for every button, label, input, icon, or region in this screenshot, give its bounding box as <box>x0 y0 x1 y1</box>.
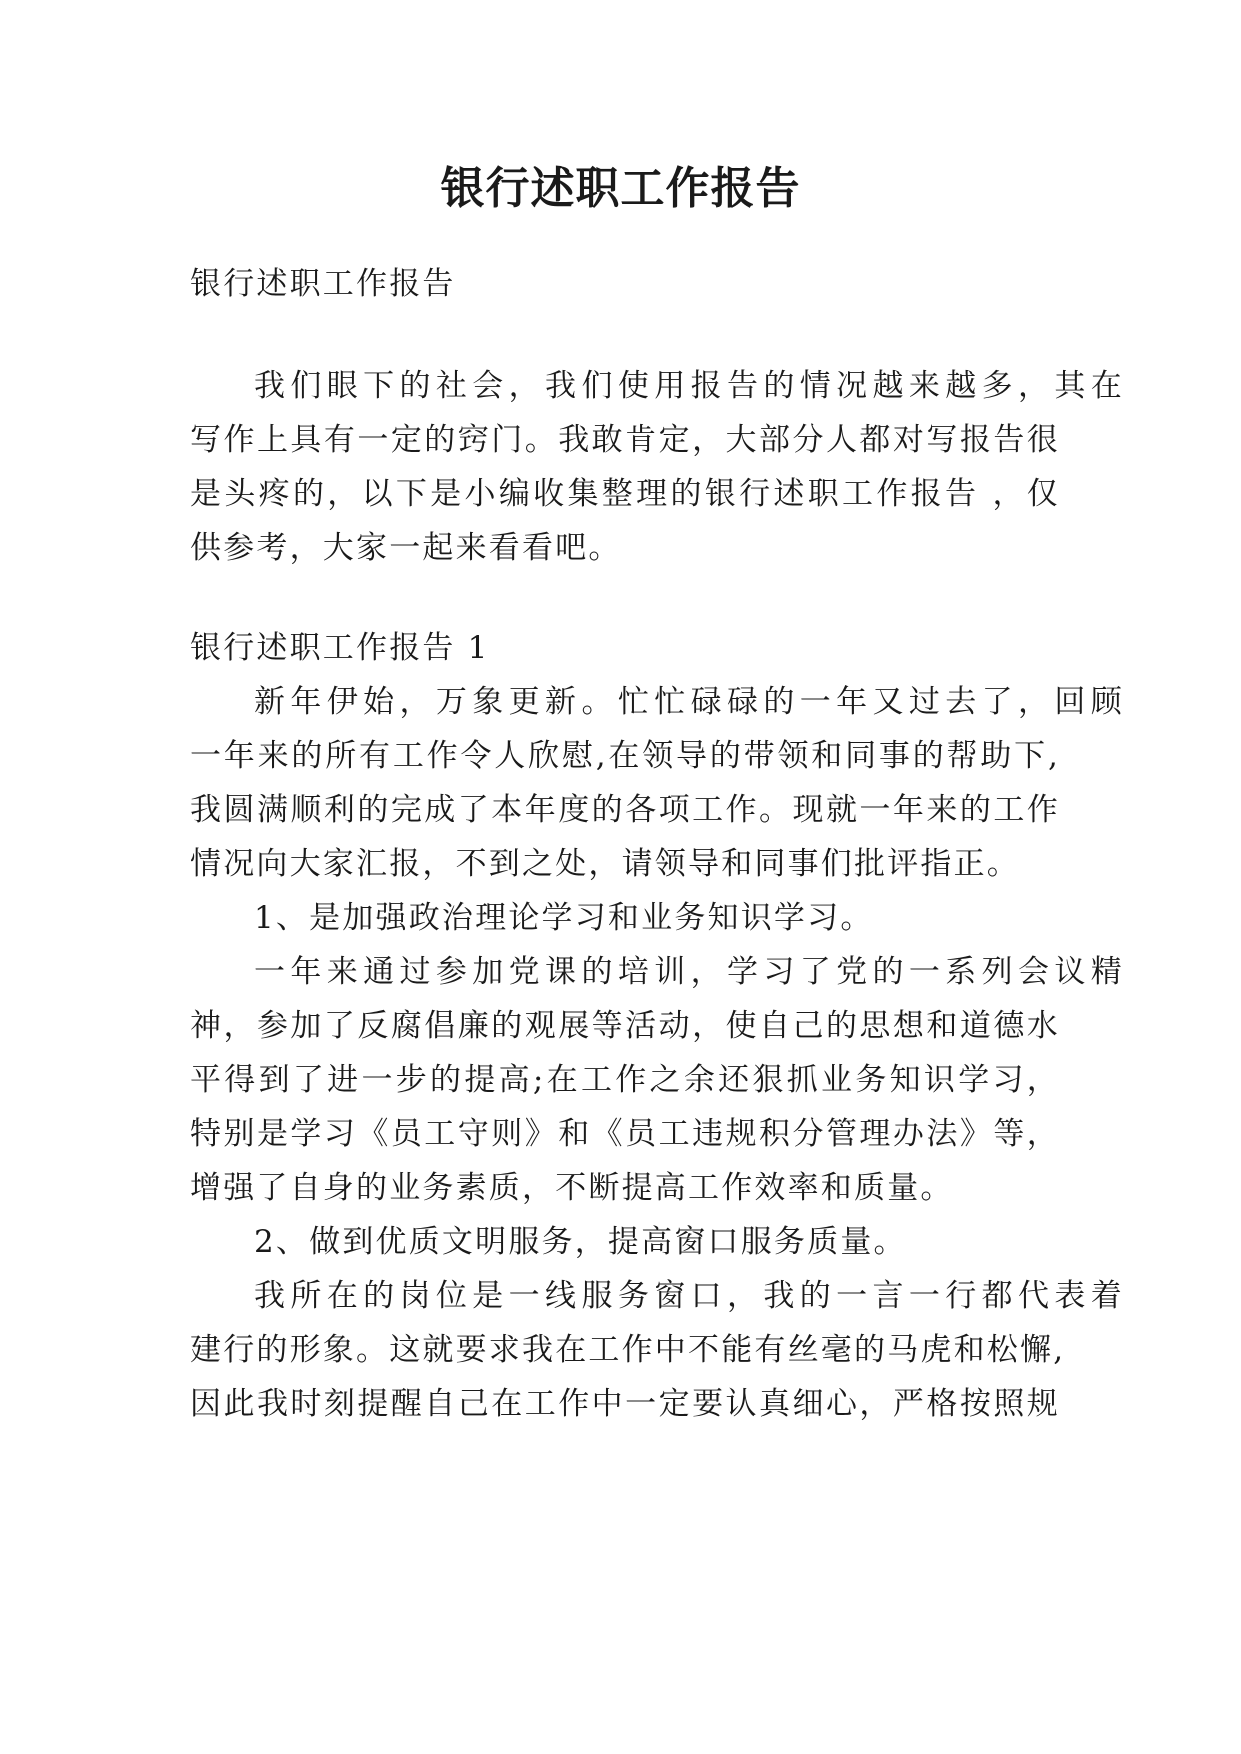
section-heading: 银行述职工作报告 1 <box>190 630 490 666</box>
numbered-point: 2、做到优质文明服务，提高窗口服务质量。 <box>254 1224 907 1260</box>
document-title: 银行述职工作报告 <box>440 163 801 214</box>
body-line: 建行的形象。这就要求我在工作中不能有丝毫的马虎和松懈, <box>190 1332 1066 1368</box>
body-line: 因此我时刻提醒自己在工作中一定要认真细心，严格按照规 <box>190 1386 1060 1422</box>
intro-line: 供参考，大家一起来看看吧。 <box>190 530 622 566</box>
body-line: 新年伊始，万象更新。忙忙碌碌的一年又过去了，回顾 <box>254 684 1124 720</box>
body-line: 我圆满顺利的完成了本年度的各项工作。现就一年来的工作 <box>190 792 1060 828</box>
body-line: 平得到了进一步的提高;在工作之余还狠抓业务知识学习， <box>190 1062 1060 1098</box>
body-line: 一年来通过参加党课的培训，学习了党的一系列会议精 <box>254 954 1124 990</box>
body-line: 情况向大家汇报，不到之处，请领导和同事们批评指正。 <box>190 846 1020 882</box>
intro-line: 是头疼的，以下是小编收集整理的银行述职工作报告 ，仅 <box>190 476 1060 512</box>
intro-line: 写作上具有一定的窍门。我敢肯定，大部分人都对写报告很 <box>190 422 1060 458</box>
body-line: 神，参加了反腐倡廉的观展等活动，使自己的思想和道德水 <box>190 1008 1060 1044</box>
document-subtitle: 银行述职工作报告 <box>190 266 456 302</box>
body-line: 一年来的所有工作令人欣慰,在领导的带领和同事的帮助下, <box>190 738 1060 774</box>
body-line: 增强了自身的业务素质，不断提高工作效率和质量。 <box>190 1170 954 1206</box>
body-line: 特别是学习《员工守则》和《员工违规积分管理办法》等， <box>190 1116 1060 1152</box>
numbered-point: 1、是加强政治理论学习和业务知识学习。 <box>254 900 874 936</box>
intro-line: 我们眼下的社会，我们使用报告的情况越来越多，其在 <box>254 368 1124 404</box>
body-line: 我所在的岗位是一线服务窗口，我的一言一行都代表着 <box>254 1278 1124 1314</box>
